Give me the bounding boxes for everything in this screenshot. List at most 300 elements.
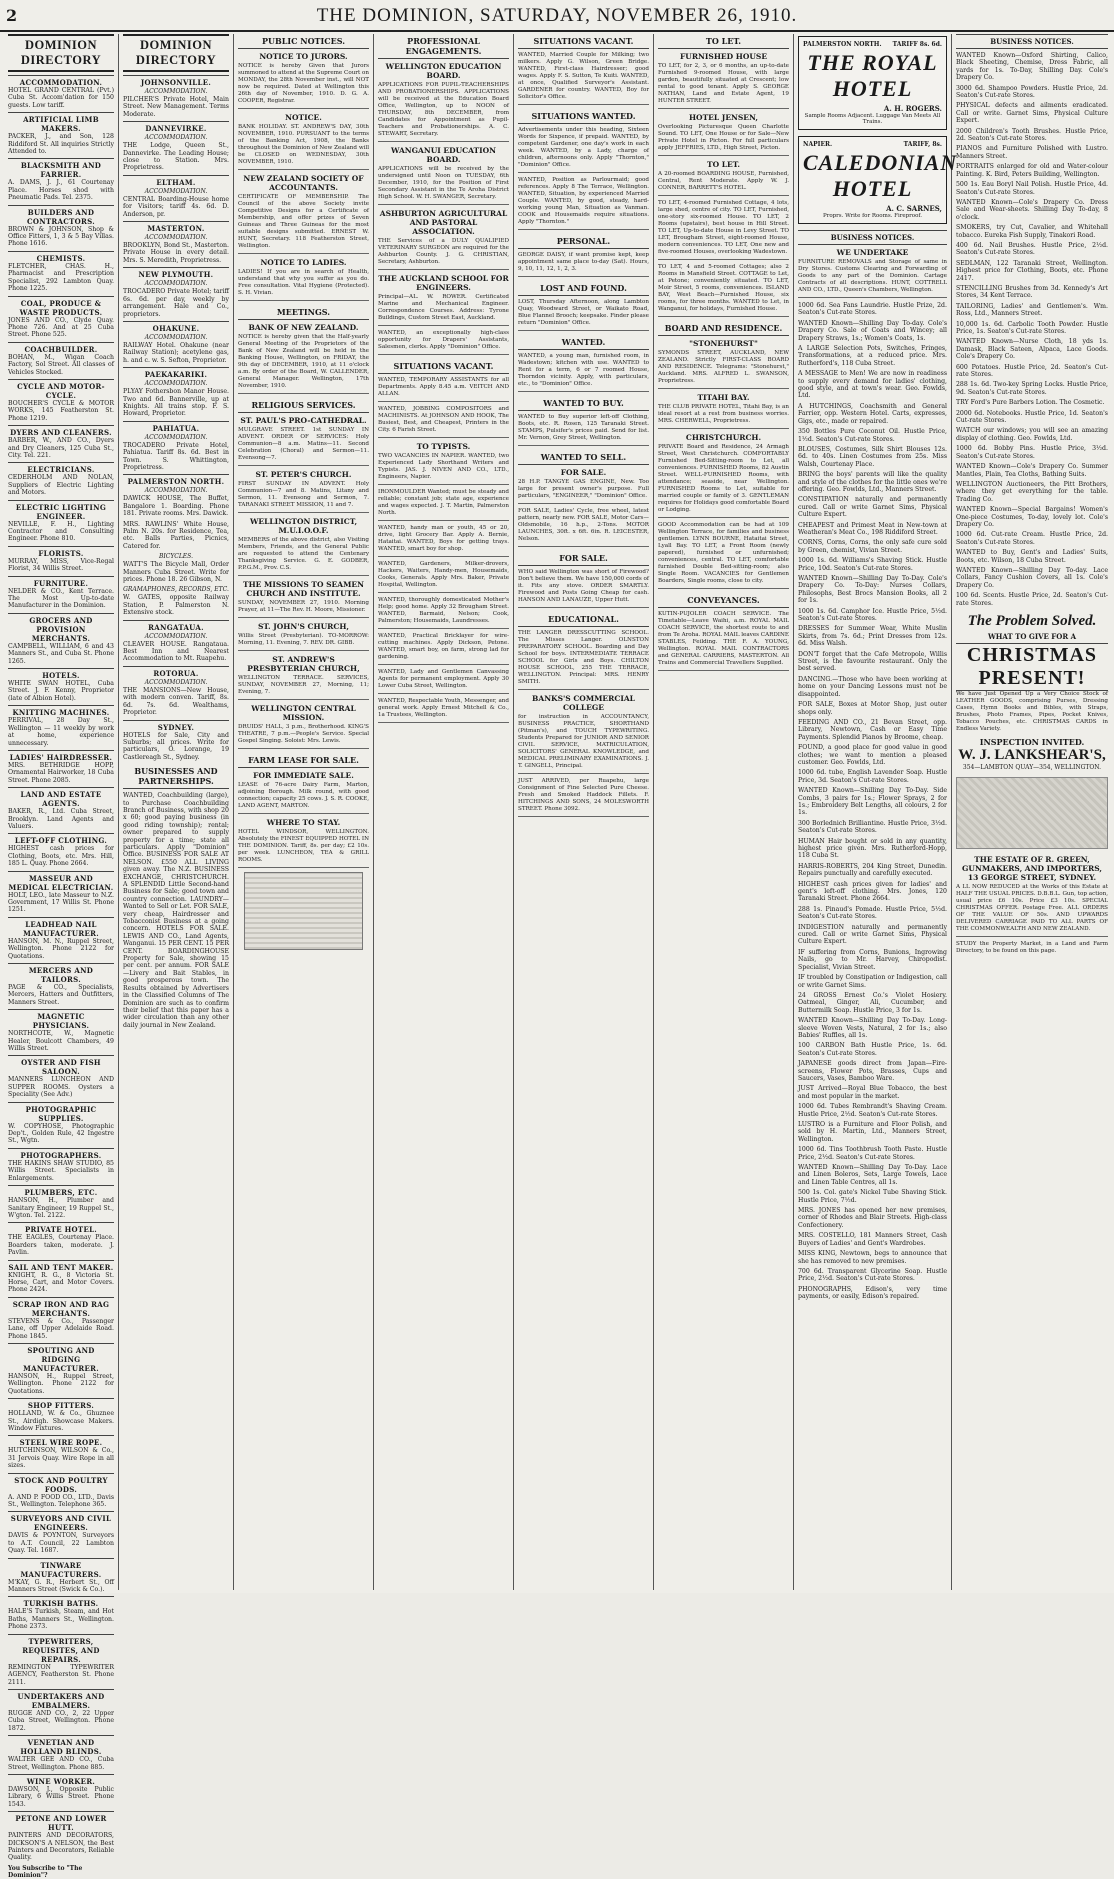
notice-title: TO LET. bbox=[707, 160, 740, 169]
directory-category-heading: FLORISTS. bbox=[8, 546, 114, 558]
directory-entry: A. DAMS, J. J., 61 Courtenay Place. Horses shod with Pneumatic Pads. Tel. 2375. bbox=[8, 179, 114, 202]
directory-category-heading: PHOTOGRAPHERS. bbox=[8, 1148, 114, 1160]
notice-item bbox=[238, 655, 369, 700]
situations-list bbox=[518, 34, 649, 817]
business-notice: 350 Bottles Pure Coconut Oil. Hustle Price, 1½d. Seaton's Cut-rate Stores. bbox=[798, 428, 947, 443]
notice-item bbox=[518, 694, 649, 774]
business-notice: 1000 6d. Tubes Rembrandt's Shaving Cream. Hustle Price, 2½d. Seaton's Cut-rate Stores. bbox=[798, 1103, 947, 1118]
notice-item bbox=[518, 612, 649, 690]
town-heading: OHAKUNE. bbox=[123, 321, 229, 333]
directory-entry: HOLLAND, W. & Co., Ghuznee St., Airdigh. Showcase Makers. Window Fixtures. bbox=[8, 1410, 114, 1432]
directory-entry: WALTER GEE AND CO., Cuba Street, Wellington. Phone 885. bbox=[8, 1756, 114, 1771]
business-notice: WANTED Known—Oxford Shirting, Calico, Black Sheeting, Chemise, Dress Fabric, all yards for 1s. To-Day, Shilling Day. Cole's Drapery Co. bbox=[956, 52, 1108, 82]
notice-title: ST. ANDREW'S PRESBYTERIAN CHURCH, bbox=[247, 655, 360, 673]
notice-item bbox=[518, 508, 649, 547]
notice-title: FURNISHED HOUSE bbox=[679, 52, 768, 61]
column-5 bbox=[514, 34, 654, 1590]
notice-text: TO LET, 4-roomed Furnished Cottage, 4 lots, large shed, centre of city. TO LET, Furnished, one-story six-roomed House. TO LET, 2 Rooms (upstairs), best house in Hill Street. TO LET, Up-to-date House in Levy Street. TO LET, Brougham Street, eight-roomed House, modern conveniences. TO LET, One new and five-roomed Houses, overlooking Wadestown. bbox=[658, 200, 789, 255]
directory-category-heading: TYPEWRITERS, REQUISITES, AND REPAIRS. bbox=[8, 1634, 114, 1664]
business-notice: FEEDING AND CO., 21 Bevan Street, opp. Library, Newtown, Cash or Easy Time Payments. Splendid Pianos by Broome, cheap. bbox=[798, 718, 947, 741]
gun-illustration bbox=[956, 777, 1108, 849]
business-notice: WANTED Known—Shilling Day To-Day. Cole's Drapery Co. To-Day: Nurses Collars, Philosophs, Best Brocs Mansion Books, all 2 for 1s. bbox=[798, 575, 947, 605]
directory-entry: REMINGTON TYPEWRITER AGENCY, Featherston St. Phone 2111. bbox=[8, 1663, 114, 1686]
business-notice: WATCH our windows; you will see an amazing display of clothing. Geo. Fowlds, Ltd. bbox=[956, 427, 1108, 442]
notices-list bbox=[238, 34, 369, 868]
directory-entry: CENTRAL Boarding-House home for Visitors; tariff 4s. 6d. D. Anderson, pr. bbox=[123, 195, 229, 218]
notice-item bbox=[378, 525, 509, 557]
directory-category-heading: SPOUTING AND RIDGING MANUFACTURER. bbox=[8, 1343, 114, 1373]
directory-entry: HANSON, M. N., Ruppel Street, Wellington. Phone 2122 for Quotations. bbox=[8, 937, 114, 960]
directory-entry: HOLT, LEO., late Masseur to N.Z. Government, 17 Willis St. Phone 1251. bbox=[8, 891, 114, 914]
directory-category-heading: PRIVATE HOTEL. bbox=[8, 1222, 114, 1234]
business-notice: 1000 1s. 6d. Camphor Ice. Hustle Price, 5½d. Seaton's Cut-rate Stores. bbox=[798, 607, 947, 623]
notice-item bbox=[518, 109, 649, 173]
directory-entry: THE EAGLES, Courtenay Place. Boarders taken, moderate. J. Pavlin. bbox=[8, 1234, 114, 1257]
business-notice: A HUTCHINGS, Coachsmith and General Farrier, opp. Western Hotel. Carts, expresses, Gigs, etc., made or repaired. bbox=[798, 402, 947, 425]
directory-category-heading: ACCOMMODATION. bbox=[144, 333, 208, 341]
newspaper-title: THE DOMINION, SATURDAY, NOVEMBER 26, 1910. bbox=[316, 5, 798, 26]
notice-item bbox=[658, 113, 789, 156]
notice-title: CHRISTCHURCH. bbox=[685, 433, 762, 442]
business-notice: WANTED Known—Special Bargains! Women's One-piece Costumes, To-day, lovely lot. Cole's Drapery Co. bbox=[956, 506, 1108, 528]
notice-text: LEASE of 76-acre Dairy Farm, Marton, adjoining Borough. Milk round, with good connection; capacity 25 cows. J. S. R. COOKE, LAND AGENT, MARTON. bbox=[238, 782, 369, 809]
notice-text: LOST, Thursday Afternoon, along Lambton Quay, Woodward Street, or Waikato Road, Blue Flannel Brooch; keepsake. Finder please return "Dominion" Office. bbox=[518, 299, 649, 326]
business-notice: PORTRAITS enlarged for old and Water-colour Painting. K. Bird, Peters Building, Wellington. bbox=[956, 163, 1108, 178]
business-notice: 1000 6d. Sea Fans Laundrie. Hustle Prize, 2d. Seaton's Cut-rate Stores. bbox=[798, 302, 947, 317]
masthead bbox=[0, 0, 1114, 32]
directory-entry: DAVIS & POYNTON, Surveyors to A.T. Council, 22 Lambton Quay. Tel. 1687. bbox=[8, 1532, 114, 1555]
directory-category-heading: CYCLE AND MOTOR-CYCLE. bbox=[8, 379, 114, 400]
notice-text: WANTED, Gardeners, Milker-drovers, Hackers, Waiters, Handy-men, Housemaids, Cooks, Generals. Apply Mrs. Baker, Private Hospital, Wellington. bbox=[378, 561, 509, 588]
lankshear-address: 354—LAMBTON QUAY—354, WELLINGTON. bbox=[962, 764, 1102, 771]
directory-category-heading: ARTIFICIAL LIMB MAKERS. bbox=[8, 112, 114, 133]
caledonian-hotel-ad bbox=[798, 136, 958, 224]
notice-item bbox=[658, 160, 789, 196]
directory-towns-list bbox=[123, 75, 229, 761]
notice-item bbox=[238, 517, 369, 576]
directory-entry: NELDER & CO., Kent Terrace. The Most Up-to-date Manufacturer in the Dominion. bbox=[8, 587, 114, 610]
notice-item bbox=[658, 522, 789, 589]
business-notice: FOR SALE, Boxes at Motor Shop, just outer shops only. bbox=[798, 701, 947, 716]
town-heading: PAHIATUA. bbox=[123, 421, 229, 433]
directory-entry: HALE'S Turkish, Steam, and Hot Baths, Manners St., Wellington. Phone 2373. bbox=[8, 1608, 114, 1631]
business-notice: STENCILLING Brushes from 3d. Kennedy's Art Stores, 34 Kent Terrace. bbox=[956, 284, 1108, 300]
notice-item bbox=[658, 264, 789, 317]
business-notice: MISS KING, Newtown, begs to announce that she has removed to new premises. bbox=[798, 1250, 947, 1265]
section-heading: PUBLIC NOTICES. bbox=[238, 34, 369, 49]
inspection-invited: INSPECTION INVITED. bbox=[979, 737, 1085, 747]
business-notice: 288 1s. Pinaud's Pomade. Hustle Price, 5½d. Seaton's Cut-rate Stores. bbox=[798, 905, 947, 921]
hotel-windsor-illustration bbox=[244, 872, 364, 950]
notice-text: IRONMOULDER Wanted; must be steady and reliable; constant job; state age, experience and wages expected. J. T. Martin, Palmerston North. bbox=[378, 489, 509, 516]
business-notice: 24 GROSS Ernest Co.'s Violet Hosiery. Oatmeal, Ginger, Ali, Cucumber, and Buttermilk Soap. Hustle Price, 3 for 1s. bbox=[798, 991, 947, 1014]
business-notice: WANTED Known—Shilling Day To-day. Lace Collars, Fancy Cushion Covers, all 1s. Cole's Drapery Co. bbox=[956, 566, 1108, 589]
notice-item bbox=[378, 146, 509, 205]
business-notice: DRESSES for Summer Wear, White Muslin Skirts, from 7s. 6d.; Print Dresses from 12s. 6d. Miss Walsh. bbox=[798, 625, 947, 648]
columns bbox=[4, 34, 1112, 1879]
business-notice: 2000 6d. Notebooks. Hustle Price, 1d. Seaton's Cut-rate Stores. bbox=[956, 409, 1108, 425]
directory-entry: THE HAKINS SHAW STUDIO, 85 Willis Street. Specialists in Enlargements. bbox=[8, 1159, 114, 1182]
business-notice: DANCING.—Those who have been working at home on your Dancing Lessons must not be disappointed. bbox=[798, 675, 947, 698]
notice-text: GEORGE DAISY, if want promise kept, keep appointment same place to-day (Sat). Hours, 9, 10, 11, 12, 1, 2, 3. bbox=[518, 252, 649, 272]
notice-item bbox=[238, 470, 369, 513]
directory-entry: HANSON, H., Ruppel Street, Wellington. Phone 2122 for Quotations. bbox=[8, 1372, 114, 1395]
notice-text: MULGRAVE STREET. 1st SUNDAY IN ADVENT. ORDER OF SERVICES: Holy Communion—8 a.m. Matins—11. Second Celebration (Choral) and Sermon—11. Evensong—7. bbox=[238, 427, 369, 461]
notice-text: WANTED, Married Couple for Milking; two milkers. Apply G. Wilson, Green Bridge. WANTED, First-class Hairdresser; good wages. Apply F. S. Sutton, Te Kuiti. WANTED, at once, Qualified Surveyor's Assistant. GARDENER for country. WANTED, Boy for Solicitor's Office. bbox=[518, 52, 649, 100]
notice-title: NEW ZEALAND SOCIETY OF ACCOUNTANTS. bbox=[243, 174, 364, 192]
notice-text: THE CLUB PRIVATE HOTEL, Titahi Bay, is an ideal resort at a rest from business worries. MRS. CHERWELL, Proprietress. bbox=[658, 404, 789, 424]
business-notice: WANTED Known—Cole's Drapery Co. Summer Mantles, Plain, Tea Cloths, Bathing Suits. bbox=[956, 463, 1108, 478]
directory-category-heading: SAIL AND TENT MAKER. bbox=[8, 1260, 114, 1272]
notice-item bbox=[378, 561, 509, 593]
directory-category-heading: ACCOMMODATION. bbox=[144, 433, 208, 441]
directory-category-heading: LADIES' HAIRDRESSER. bbox=[8, 750, 114, 762]
notice-title: BANKS'S COMMERCIAL COLLEGE bbox=[532, 694, 635, 712]
directory-category-heading: LEADHEAD NAIL MANUFACTURER. bbox=[8, 917, 114, 938]
notice-text: WANTED, Position as Parlourmaid; good references. Apply 8 The Terrace, Wellington. WANTED, Situation, by experienced Married Couple. WANTED, by good, steady, hard-working young Man, Situation as Vanman. COOK and Housemaids require situations. Apply "Thornton." bbox=[518, 177, 649, 225]
column-3 bbox=[234, 34, 374, 1590]
notice-text: A 20-roomed BOARDING HOUSE, Furnished, Central, Rent Moderate. Apply W. J. CONNER, BARRETT'S HOTEL. bbox=[658, 171, 789, 191]
notice-title: WELLINGTON EDUCATION BOARD. bbox=[385, 62, 502, 80]
section-heading: FOR SALE. bbox=[518, 551, 649, 566]
directory-entry: PERRIVAL, 28 Day St., Wellington — 11 weekly by work at home, experience unnecessary. bbox=[8, 717, 114, 747]
directory-entry: PILCHER'S Private Hotel, Main Street. New Management. Terms Moderate. bbox=[123, 96, 229, 118]
notice-title: NOTICE. bbox=[285, 113, 322, 122]
notice-text: 28 H.P. TANGYE GAS ENGINE, New. Too large for present owner's purpose. Full particulars, "ENGINEER," "Dominion" Office. bbox=[518, 479, 649, 499]
directory-category-heading: ELECTRIC LIGHTING ENGINEER. bbox=[8, 500, 114, 521]
business-notice: A LARGE Selection Pots, Switches, Fringes, Transformations, at a reduced price. Mrs. Rutherford's, 118 Cuba Street. bbox=[798, 345, 947, 367]
notice-text: WANTED to Buy superior left-off Clothing, Boots, etc. R. Rosen, 125 Taranaki Street. STAMPS, Pulsifer's prices paid. Send for list. Mr. Vernon, Grey Street, Wellington. bbox=[518, 414, 649, 441]
notice-item bbox=[238, 622, 369, 651]
notice-title: THE MISSIONS TO SEAMEN CHURCH AND INSTITUTE. bbox=[243, 580, 364, 598]
notice-text: Willis Street (Presbyterian). TO-MORROW: Morning, 11. Evening, 7. REV. DR. GIBB. bbox=[238, 633, 369, 646]
directory-entry: PAINTERS AND DECORATORS, DICKSON'S A NELSON, the Best Painters and Decorators, Reliable Quality. bbox=[8, 1832, 114, 1862]
business-notice: PIANOS and Furniture Polished with Lustro. Manners Street. bbox=[956, 145, 1108, 160]
royal-hotel-note: Sample Rooms Adjacent. Luggage Van Meets All Trains. bbox=[804, 113, 941, 125]
section-heading: SITUATIONS VACANT. bbox=[378, 359, 509, 374]
notice-item bbox=[238, 113, 369, 170]
directory-entry: THE Lodge, Queen St., Dannevirke. The Leading House; close to Station. Mrs. Proprietress. bbox=[123, 142, 229, 172]
directory-entry: TROCADERO Private Hotel, Pahiatua. Tariff 8s. 6d. Best in Town. S. Whittington, Proprietress. bbox=[123, 441, 229, 471]
column-7 bbox=[794, 34, 958, 1590]
notice-title: WELLINGTON DISTRICT, M.U.I.O.O.F. bbox=[249, 517, 358, 535]
notice-title: WHERE TO STAY. bbox=[266, 818, 341, 827]
notice-item bbox=[658, 393, 789, 429]
directory-category-heading: ACCOMMODATION. bbox=[144, 632, 208, 640]
directory-category-heading: OYSTER AND FISH SALOON. bbox=[8, 1055, 114, 1076]
notice-item bbox=[518, 450, 649, 504]
business-notice: 100 CARBON Bath Hustle Price, 1s. 6d. Seaton's Cut-rate Stores. bbox=[798, 1042, 947, 1057]
business-notice: MRS. JONES has opened her new premises, corner of Rhodes and Blair Streets. High-class Confectionery. bbox=[798, 1207, 947, 1229]
notice-title: HOTEL JENSEN, bbox=[688, 113, 759, 122]
directory-entry: RAILWAY Hotel. Ohakune (near Railway Station); acetylene gas, h. and c. w. S. Sefton, Proprietor. bbox=[123, 341, 229, 364]
notice-text: PRIVATE Board and Residence, 24 Armagh Street, West Christchurch. COMFORTABLY Furnished Bed-Sitting-room to Let, all conveniences. FURNISHED Rooms, 82 Austin Street. WELL-FURNISHED Rooms, with attendance; seaside, near Wellington. FURNISHED Rooms to Let, suitable for married couple or family of 3. GENTLEMAN requires for Holidays good comfortable Board or Lodging. bbox=[658, 444, 789, 513]
notice-title: ASHBURTON AGRICULTURAL AND PASTORAL ASSOCIATION. bbox=[379, 209, 508, 236]
royal-hotel-proprietor: A. H. ROGERS. bbox=[883, 104, 942, 113]
column-1 bbox=[4, 34, 119, 1879]
business-notice: TRY Ford's Pure Barbers Lotion. The Cosmetic. bbox=[956, 399, 1105, 407]
business-notice: BRING the boys' parents will like the quality and style of the clothes for the little ones we're offering. Geo. Fowlds, Ltd., Manners Street. bbox=[798, 471, 947, 493]
directory-category-heading: ACCOMMODATION. bbox=[144, 280, 208, 288]
business-notice: WELLINGTON Auctioneers, the Pitt Brothers, where they get everything for the table. Trading Co. bbox=[956, 480, 1108, 503]
business-notice: HARRIS-ROBERTS, 204 King Street, Dunedin. Repairs punctually and carefully executed. bbox=[798, 862, 947, 878]
business-notice: BLOUSES, Costumes, Silk Shirt Blouses 12s. 6d. to 40s. Linen Costumes from 25s. Miss Walsh, Courtenay Place. bbox=[798, 445, 947, 468]
notice-item bbox=[378, 274, 509, 326]
directory-entry: HOTEL GRAND CENTRAL (Pvt.) Cuba St. Accom'dation for 150 guests. Low tariff. bbox=[8, 87, 114, 109]
business-notice: WANTED Known—Shilling Day To-Day. Long-sleeve Woven Vests, Natural, 2 for 1s.; also Babies' Ruffles, all 1s. bbox=[798, 1017, 947, 1039]
directory-category-heading: ACCOMMODATION. bbox=[8, 75, 114, 87]
notice-title: ST. PETER'S CHURCH. bbox=[255, 470, 352, 479]
business-notice: 700 6d. Transparent Glycerine Soap. Hustle Price, 2½d. Seaton's Cut-rate Stores. bbox=[798, 1267, 947, 1283]
notice-text: FIRST SUNDAY IN ADVENT. Holy Communion—7 and 8. Matins, Litany and Sermon, 11. Evensong and Sermon, 7. TARANAKI STREET MISSION, 11 and 7. bbox=[238, 481, 369, 508]
notice-text: WHO said Wellington was short of Firewood? Don't believe them. We have 150,000 cords of it. Fits any stove. ORDER SMARTLY. Firewood and Posts Going Cheap for cash. HANSON AND LANAUZE, Upper Hutt. bbox=[518, 569, 649, 603]
notice-item bbox=[658, 200, 789, 260]
business-notice: 1000 6d. tube, English Lavender Soap. Hustle Price, 3d. Seaton's Cut-rate Stores. bbox=[798, 769, 947, 784]
directory-category-heading: MERCERS AND TAILORS. bbox=[8, 963, 114, 984]
notice-item bbox=[238, 753, 369, 814]
notice-title: WELLINGTON CENTRAL MISSION. bbox=[251, 704, 356, 722]
directory-entry: BOUCHER'S CYCLE & MOTOR WORKS, 145 Featherston St. Phone 1219. bbox=[8, 399, 114, 422]
directory-category-heading: ACCOMMODATION. bbox=[144, 487, 208, 495]
notice-item bbox=[238, 818, 369, 868]
section-heading: CONVEYANCES. bbox=[658, 593, 789, 608]
directory-entry: KNIGHT, R. G., 8 Victoria St. Horse, Cart, and Motor Covers. Phone 2424. bbox=[8, 1271, 114, 1294]
directory-entry: RUGGE AND CO., 2, 22 Upper Cuba Street, Wellington. Phone 1872. bbox=[8, 1709, 114, 1732]
directory-category-heading: FURNITURE. bbox=[8, 576, 114, 588]
business-notice: WANTED Known—Nurse Cloth, 18 yds 1s. Damask, Black Sateen, Alpaca, Lace Goods. Cole's Drapery Co. bbox=[956, 338, 1108, 361]
directory-entry: BROOKLYN, Bond St., Masterton. Private House in every detail. Mrs. S. Meredith, Proprietress. bbox=[123, 242, 230, 264]
town-heading: NEW PLYMOUTH. bbox=[123, 267, 229, 279]
business-notice: FOUND, a good place for good value in good clothes; we want to mention a pleased customer. Geo. Fowlds, Ltd. bbox=[798, 744, 947, 766]
town-heading: SYDNEY. bbox=[123, 720, 229, 732]
directory-entry: PAGE & CO., Specialists, Mercers, Hatters and Outfitters, Manners Street. bbox=[8, 984, 114, 1006]
notice-item bbox=[378, 406, 509, 438]
section-heading: BOARD AND RESIDENCE. bbox=[658, 321, 789, 336]
directory-banner-2: DOMINION DIRECTORY bbox=[123, 34, 229, 72]
notice-item bbox=[238, 398, 369, 466]
directory-category-heading: VENETIAN AND HOLLAND BLINDS. bbox=[8, 1735, 114, 1756]
section-heading: PERSONAL. bbox=[518, 234, 649, 249]
study-property-note: STUDY the Property Market, in a Land and Farm Directory, to be found on this page. bbox=[956, 941, 1108, 954]
notice-text: MEMBERS of the above district, also Visiting Members, Friends, and the General Public are requested to attend the Centenary Thanksgiving Service. G. E. GODBER, P.P.G.M., Prov. C.S. bbox=[238, 537, 369, 571]
notice-text: WANTED, an exceptionally high-class opportunity for Drapers' Assistants, Salesmen, clerks. Apply "Dominion" Office. bbox=[378, 330, 509, 350]
notice-item bbox=[238, 580, 369, 618]
directory-entry: DAWSON, J., Opposite Public Library, 6 Willis Street. Phone 1543. bbox=[8, 1785, 114, 1808]
directory-entry: WHITE SWAN HOTEL, Cuba Street. J. F. Kenny, Proprietor (late of Albion Hotel). bbox=[8, 680, 114, 702]
problem-subtitle: WHAT TO GIVE FOR A bbox=[987, 632, 1077, 641]
directory-category-heading: ACCOMMODATION. bbox=[144, 678, 208, 686]
directory-category-heading: KNITTING MACHINES. bbox=[8, 705, 114, 717]
notice-text: for instruction in ACCOUNTANCY, BUSINESS PRACTICE, SHORTHAND (Pitman's), and TOUCH TYPEWRITING. Students Prepared for JUNIOR AND SENIOR CIVIL SERVICE, MATRICULATION, SOLICITORS' GENERAL KNOWLEDGE, and MEDICAL PRELIMINARY EXAMINATIONS. J. T. GINGELL, Principal. bbox=[518, 714, 649, 769]
directory-entry: MANNERS LUNCHEON AND SUPPER ROOMS. Oysters a Speciality (See Adv.) bbox=[8, 1076, 114, 1099]
business-notices-heading-2: BUSINESS NOTICES. bbox=[956, 34, 1108, 49]
notice-text: APPLICATIONS will be received by the undersigned until Noon on TUESDAY, 6th December, 1910, for the Position of First Secondary Assistant in the Te Aroha District High School. W. H. SWANGER, Secretary. bbox=[378, 166, 509, 200]
notice-title: FOR SALE. bbox=[560, 468, 607, 477]
directory-category-heading: COACHBUILDER. bbox=[8, 342, 114, 354]
directory-entry: THE MANSIONS—New House, with modern conven. Tariff, 8s. 6d. 7s. 6d. Wealthams, Proprietor. bbox=[123, 686, 229, 717]
problem-solved-title: The Problem Solved. bbox=[967, 613, 1097, 629]
notice-item bbox=[518, 234, 649, 277]
business-notice: MRS. COSTELLO, 181 Manners Street, Cash Buyers of Ladies' and Gent's Wardrobes. bbox=[798, 1232, 947, 1247]
notice-item bbox=[238, 174, 369, 254]
notice-title: NOTICE TO JURORS. bbox=[259, 52, 348, 61]
section-heading: TO LET. bbox=[658, 34, 789, 49]
directory-category-heading: STOCK AND POULTRY FOODS. bbox=[8, 1473, 114, 1494]
businesses-text: WANTED, Coachbuilding (large), to Purchase Coachbuilding Branch of Business, with shop 20 x 60; good paying business (in good riding township); rental; owner prepared to supply property for a time; state all particulars. Apply "Dominion" Office. BUSINESS FOR SALE AT NELSON. £550 ALL LIVING given away. The N.Z. BUSINESS EXCHANGE, CHRISTCHURCH. A SPLENDID Little Second-hand Business for Sale; good town and country connection. LAUNDRY—Wanted to Sell or Let. FOR SALE, very cheap, Hairdresser and Tobacconist Business at a going concern. HOTELS FOR SALE. LEWIS AND CO., Land Agents, Wanganui. 15 PER CENT. 15 PER CENT. BOARDINGHOUSE Property for Sale, showing 15 per cent. per annum. FOR SALE—Livery and Bait Stables, in good prosperous town. The Results obtained by Advertisers in the Classified Columns of The Dominion are such as to confirm their belief that this paper has a wider circulation than any other daily journal in New Zealand. bbox=[123, 792, 229, 1029]
section-heading: MEETINGS. bbox=[238, 305, 369, 320]
notice-item bbox=[238, 34, 369, 109]
notice-text: SUNDAY, NOVEMBER 27, 1910. Morning Prayer, at 11—The Rev. H. Moore, Missioner. bbox=[238, 600, 369, 613]
business-notice: PHYSICAL defects and ailments eradicated. Call or write. Garnet Sims, Physical Culture Expert. bbox=[956, 102, 1108, 125]
notice-text: WANTED, JOBBING COMPOSITORS and MACHINISTS. At JOHNSON AND HOOK, The Busiest, Best, and Cheapest, Printers in the City. 6 Farish Street. bbox=[378, 406, 509, 433]
business-notice: WANTED Known—Shilling Day To-Day. Lace and Linen Boleros, Sets, Large Towels, Lace and Linen Table Centres, all 1s. bbox=[798, 1164, 947, 1186]
directory-category-heading: LEFT-OFF CLOTHING. bbox=[8, 833, 114, 845]
notice-text: TWO VACANCIES IN NAPIER. WANTED, two Experienced Lady Shorthand Writers and Typists. JAS. J. NIVEN AND CO., LTD., Engineers, Napier. bbox=[378, 453, 509, 480]
notice-text: TO LET, for 2, 3, or 6 months, an up-to-date Furnished 9-roomed House, with large garden, beautifully situated at Crescent; low rental to good tenant. Apply S. GEORGE NATHAN, Land and Estate Agent, 19 HUNTER STREET. bbox=[658, 63, 789, 104]
directory-category-heading: SHOP FITTERS. bbox=[8, 1398, 114, 1410]
notice-item bbox=[238, 305, 369, 394]
royal-hotel-town: PALMERSTON NORTH. bbox=[803, 41, 882, 48]
town-heading: MASTERTON. bbox=[123, 221, 229, 233]
directory-entry: MRS. BETHRIDGE HOPP, Ornamental Hairworker, 18 Cuba Street. Phone 2085. bbox=[8, 761, 114, 784]
section-heading: RELIGIOUS SERVICES. bbox=[238, 398, 369, 413]
business-notice: SEDLMAN, 122 Taranaki Street, Wellington. Highest price for Clothing, Boots, etc. Phone 2417. bbox=[956, 259, 1108, 282]
notice-title: TITAHI BAY. bbox=[697, 393, 750, 402]
notice-title: FOR IMMEDIATE SALE. bbox=[253, 771, 354, 780]
town-heading: PALMERSTON NORTH. bbox=[123, 474, 229, 486]
business-notice: 1000 6d. Bobby Pins. Hustle Price, 3½d. Seaton's Cut-rate Stores. bbox=[956, 445, 1108, 460]
directory-category-heading: BLACKSMITH AND FARRIER. bbox=[8, 158, 114, 179]
notice-text: WANTED, Lady and Gentlemen Canvassing Agents for permanent employment. Apply 30 Lower Cuba Street, Wellington. bbox=[378, 669, 509, 689]
directory-category-heading: MASSEUR AND MEDICAL ELECTRICIAN. bbox=[8, 871, 114, 892]
business-notice: JUST Arrived—Royal Blue Tobacco, the best and most popular in the market. bbox=[798, 1085, 947, 1100]
town-heading: DANNEVIRKE. bbox=[123, 121, 229, 133]
undertake-title: WE UNDERTAKE bbox=[836, 248, 909, 257]
business-notices-list bbox=[798, 302, 947, 1301]
business-notice: WANTED Known—Cole's Drapery Co. Dress Sale and Wear-sheets. Shilling Day To-day, 8 o'clock. bbox=[956, 198, 1108, 221]
town-heading: ROTORUA. bbox=[123, 666, 229, 678]
notice-item bbox=[378, 489, 509, 521]
directory-category-heading: COAL, PRODUCE & WASTE PRODUCTS. bbox=[8, 296, 114, 317]
column-8 bbox=[952, 34, 1112, 1590]
caledonian-hotel-tariff: TARIFF, 8s. bbox=[903, 141, 942, 148]
directory-entry: STEVENS & Co., Passenger Lane, off Upper Adelaide Road. Phone 1845. bbox=[8, 1317, 114, 1340]
notice-item bbox=[378, 633, 509, 665]
notice-title: NOTICE TO LADIES. bbox=[260, 258, 347, 267]
notice-text: Advertisements under this heading, Sixteen Words for Sixpence, if prepaid. WANTED, by competent Gardener, one day's work in each week. WANTED, by a Lady, charge of children, afternoons only. Apply "Thornton," "Dominion" Office. bbox=[518, 127, 649, 168]
business-notice: 3000 6d. Shampoo Powders. Hustle Price, 2d. Seaton's Cut-rate Stores. bbox=[956, 84, 1108, 100]
directory-category-heading: PLUMBERS, ETC. bbox=[8, 1185, 114, 1197]
notice-title: ST. PAUL'S PRO-CATHEDRAL. bbox=[240, 416, 367, 425]
notice-item bbox=[378, 34, 509, 142]
business-notice: HUMAN Hair bought or sold in any quantity, highest price given. Mrs. Rutherford-Hopp, 118 Cuba St. bbox=[798, 837, 947, 860]
notice-item bbox=[378, 669, 509, 694]
directory-entry: A. AND P. FOOD CO., LTD., Davis St., Wellington. Telephone 365. bbox=[8, 1493, 114, 1509]
notice-title: THE AUCKLAND SCHOOL FOR ENGINEERS. bbox=[378, 274, 509, 292]
notice-text: Principal—AL. W. ROWER. Certificated Marine and Mechanical Engineer. Correspondence Courses. Address: Tyrone Buildings, Custom Street East, Auckland. bbox=[378, 294, 509, 321]
directory-category-heading: WINE WORKER. bbox=[8, 1774, 114, 1786]
business-notice: HIGHEST cash prices given for ladies' and gent's left-off clothing. Mrs. Jones, 120 Taranaki Street. Phone 2664. bbox=[798, 880, 947, 903]
directory-category-heading: GROCERS AND PROVISION MERCHANTS. bbox=[8, 613, 114, 643]
directory-entry: HOTELS for Sale, City and Suburbs; all prices. Write for particulars, O. Lorange, 19 Castlereagh St., Sydney. bbox=[123, 731, 229, 761]
business-notice: CONSTIPATION naturally and permanently cured. Call or write Garnet Sims, Physical Culture Expert. bbox=[798, 496, 947, 519]
notice-text: Overlooking Picturesque Queen Charlotte Sound. TO LET, One House or for Sale—New Private Hotel in Picton. For full particulars apply JEFFRIES, LTD., High Street, Picton. bbox=[658, 124, 789, 151]
notice-text: HOTEL WINDSOR, WELLINGTON. Absolutely the FINEST EQUIPPED HOTEL IN THE DOMINION. Tariff, 8s. per day; £2 10s. per week. LUNCHEON, TEA & GRILL ROOMS. bbox=[238, 829, 369, 863]
directory-category-heading: MAGNETIC PHYSICIANS. bbox=[8, 1009, 114, 1030]
business-notice: TAILORING, Ladies' and Gentlemen's. Wm. Ross, Ltd., Manners Street. bbox=[956, 302, 1108, 318]
town-heading: PAEKAKARIKI. bbox=[123, 367, 229, 379]
business-notice: CORNS, Corns, Corns, the only safe cure sold by Green, chemist, Vivian Street. bbox=[798, 539, 947, 554]
directory-category-heading: BICYCLES. bbox=[159, 553, 193, 561]
directory-entry: CEDERHOLM AND NOLAN, Suppliers of Electric Lighting and Motors. bbox=[8, 474, 114, 497]
notice-item bbox=[658, 321, 789, 389]
business-notice: 288 1s. 6d. Two-key Spring Locks. Hustle Price, 9d. Seaton's Cut-rate Stores. bbox=[956, 381, 1108, 396]
business-notice: 500 1s. Eau Boryl Nail Polish. Hustle Price, 4d. Seaton's Cut-rate Stores. bbox=[956, 181, 1108, 196]
town-heading: ELTHAM. bbox=[123, 175, 229, 187]
notice-text: WANTED, thoroughly domesticated Mother's Help; good home. Apply 32 Brougham Street. WANTED, Barmaid, Nelson; Cook, Palmerston; Housemaids, Laundresses. bbox=[378, 597, 509, 624]
notice-item bbox=[378, 597, 509, 629]
business-notice: CHEAPEST and Primest Meat in New-town at Weatheran's Meat Co., 198 Riddiford Street. bbox=[798, 521, 947, 536]
notice-item bbox=[518, 551, 649, 608]
directory-entry: BARBER, W., AND CO., Dyers and Dry Cleaners, 125 Cuba St., City. Tel. 221. bbox=[8, 437, 114, 459]
page-number: 2 bbox=[6, 6, 18, 25]
section-heading: WANTED. bbox=[518, 335, 649, 350]
notice-title: WANGANUI EDUCATION BOARD. bbox=[391, 146, 496, 164]
directory-entry: JONES AND CO., Clyde Quay. Phone 726. And at 25 Cuba Street. Phone 525. bbox=[8, 316, 114, 339]
notice-item bbox=[238, 704, 369, 749]
directory-category-heading: GRAMAPHONES, RECORDS, ETC. bbox=[123, 586, 229, 594]
notice-item bbox=[378, 442, 509, 485]
directory-category-heading: UNDERTAKERS AND EMBALMERS. bbox=[8, 1689, 114, 1710]
notice-text: NOTICE is hereby Given that Jurors summoned to attend at the Supreme Court on MONDAY, the 28th November inst., will NOT now be required. Dated at Wellington this 26th day of November, 1910. D. G. A. COOPER, Registrar. bbox=[238, 63, 369, 104]
directory-category-heading: TURKISH BATHS. bbox=[8, 1596, 114, 1608]
notice-text: TO LET, 4 and 5-roomed Cottages; also 2 Rooms in Mansfield Street. COTTAGE to Let, at Petone; conveniently situated. TO LET, Moir Street, 5 rooms, conveniences. ISLAND BAY, West Beach—Furnished House, six rooms, for three months. WANTED to Let, in Wanganui, for holidays, Furnished House. bbox=[658, 264, 789, 312]
business-notice: WANTED to Buy, Gent's and Ladies' Suits, Boots, etc. Wilson, 18 Cuba Street. bbox=[956, 549, 1108, 564]
column-2 bbox=[119, 34, 234, 1590]
notice-item bbox=[658, 433, 789, 518]
directory-category-heading: ACCOMMODATION. bbox=[144, 88, 208, 95]
notice-text: FOR SALE, Ladies' Cycle, free wheel, latest pattern, nearly new. FOR SALE, Motor Cars—Oldsmobile, 16 h.p., 2-Tons. MOTOR LAUNCHES, 30ft. x 6ft. 6in. R. LEICESTER, Nelson. bbox=[518, 508, 649, 542]
section-heading: SITUATIONS VACANT. bbox=[518, 34, 649, 49]
directory-entry: HIGHEST cash prices for Clothing, Boots, etc. Mrs. Hill, 185 L. Quay. Phone 2664. bbox=[8, 845, 114, 868]
section-heading: FARM LEASE FOR SALE. bbox=[238, 753, 369, 768]
directory-entry: CAMPBELL, WILLIAM, 6 and 43 Manners St., and Cuba St. Phone 1265. bbox=[8, 642, 114, 665]
business-notice: 600 Potatoes. Hustle Price, 2d. Seaton's Cut-rate Stores. bbox=[956, 363, 1108, 379]
notice-text: THE Services of a DULY QUALIFIED VETERINARY SURGEON are required for the Ashburton County. J. G. CHRISTIAN, Secretary, Ashburton. bbox=[378, 238, 509, 265]
business-notice: 500 1s. Col. gate's Nickel Tube Shaving Stick. Hustle Price, 7½d. bbox=[798, 1189, 947, 1204]
gun-estate-ad bbox=[956, 855, 1108, 937]
notice-text: APPLICATIONS FOR PUPIL-TEACHERSHIPS AND PROBATIONERSHIPS. APPLICATIONS will be received at the Education Board Office, Wellington, up to NOON of THURSDAY, 8th DECEMBER, from Candidates for Appointment as Pupil-Teachers and Probationerships. A. C. STEWART, Secretary. bbox=[378, 82, 509, 137]
directory-category-heading: PHOTOGRAPHIC SUPPLIES. bbox=[8, 1102, 114, 1123]
section-heading: WANTED TO BUY. bbox=[518, 396, 649, 411]
notice-item bbox=[518, 281, 649, 331]
caledonian-hotel-town: NAPIER. bbox=[803, 141, 833, 148]
directory-entry: WATT'S The Bicycle Mall, Order Manners Cuba Street. Write for prices. Phone 18. 26 Gibson, N. bbox=[123, 561, 229, 584]
directory-category-heading: ACCOMMODATION. bbox=[144, 234, 208, 242]
business-notice: 2000 Children's Tooth Brushes. Hustle Price, 2d. Seaton's Cut-rate Stores. bbox=[956, 127, 1108, 143]
business-notice: LUSTRO is a Furniture and Floor Polish, and sold by H. Martin, Ltd., Manners Street, Wellington. bbox=[798, 1121, 947, 1143]
directory-category-heading: TINWARE MANUFACTURERS. bbox=[8, 1558, 114, 1579]
christmas-present-text: We have Just Opened Up a Very Choice Stock of LEATHER GOODS, comprising Purses, Dressing Cases, Hymn Books and Bibles, with Straps, Brushes, Photo Frames, Pipes, Pocket Knives, Tobacco Pouches, etc. CHRISTMAS CARDS in Endless Variety. bbox=[956, 691, 1108, 732]
notice-item bbox=[518, 778, 649, 817]
notice-item bbox=[518, 34, 649, 105]
christmas-present-ad bbox=[956, 613, 1108, 771]
caledonian-hotel-name: CALEDONIAN HOTEL bbox=[803, 150, 958, 201]
business-notice: DON'T forget that the Cafe Metropole, Willis Street, is the favourite restaurant. Only the best served. bbox=[798, 650, 947, 673]
directory-category-heading: ACCOMMODATION. bbox=[144, 134, 208, 142]
notice-text: THE LANGER DRESSCUTTING SCHOOL. The Misses Langer. OLNSTON PREPARATORY SCHOOL. Boarding and Day School for boys. INTERMEDIATE TERRACE SCHOOL for Girls and Boys. CHILTON HOUSE SCHOOL, 255 THE TERRACE, WELLINGTON. Principal: MRS. HENRY SMITH. bbox=[518, 630, 649, 685]
notice-item bbox=[378, 698, 509, 723]
